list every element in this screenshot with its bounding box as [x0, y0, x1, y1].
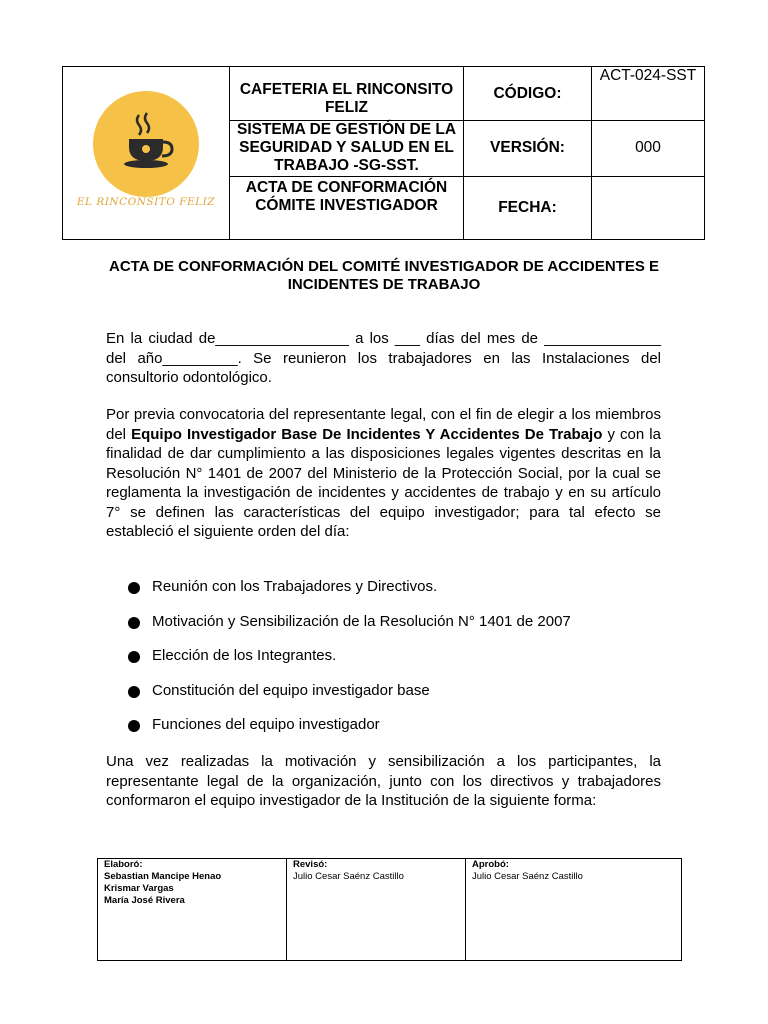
reviso-name: Julio Cesar Saénz Castillo: [293, 871, 404, 882]
team-name: Equipo Investigador Base De Incidentes Y Accidentes De Trabajo: [131, 425, 603, 443]
date-value: [592, 176, 705, 239]
code-value: ACT-024-SST: [592, 67, 705, 121]
aprobo-label: Aprobó:: [472, 859, 509, 870]
agenda-item-text: Constitución del equipo investigador base: [152, 681, 430, 699]
agenda-list: [128, 578, 571, 751]
logo-text: EL RINCONSITO FELIZ: [76, 196, 216, 208]
elaboro-name: Krismar Vargas: [104, 883, 174, 894]
agenda-item-text: Funciones del equipo investigador: [152, 716, 380, 733]
list-item: [128, 716, 571, 751]
reviso-cell: [287, 859, 466, 961]
header-table: [62, 66, 705, 240]
bullet-icon: [128, 582, 140, 594]
list-item: [128, 682, 571, 717]
bullet-icon: [128, 686, 140, 698]
logo: [63, 67, 230, 240]
document-title: ACTA DE CONFORMACIÓN DEL COMITÉ INVESTIGADOR DE ACCIDENTES E INCIDENTES DE TRABAJO: [108, 258, 660, 293]
paragraph-conclusion: Una vez realizadas la motivación y sensibilización a los participantes, la representante legal de la organización, junto con los directivos y trabajadores conformaron el equipo investigador de la Institución de la siguiente forma:: [106, 753, 661, 809]
version-value: 000: [592, 121, 705, 176]
reviso-label: Revisó:: [293, 859, 328, 870]
code-label: CÓDIGO:: [464, 67, 592, 121]
system-name: SISTEMA DE GESTIÓN DE LA SEGURIDAD Y SALUD EN EL TRABAJO -SG-SST.: [230, 121, 464, 176]
elaboro-name: Sebastian Mancipe Henao: [104, 871, 222, 882]
agenda-item-text: Motivación y Sensibilización de la Resolución N° 1401 de 2007: [152, 612, 571, 630]
elaboro-cell: [98, 859, 287, 961]
paragraph-convocation-start: Por previa convocatoria del representante legal, con el fin de elegir a los miembros del: [106, 406, 661, 443]
bullet-icon: [128, 617, 140, 629]
agenda-item-text: Elección de los Integrantes.: [152, 647, 337, 664]
version-label: VERSIÓN:: [464, 121, 592, 176]
elaboro-name: María José Rivera: [104, 895, 185, 906]
date-label: FECHA:: [464, 176, 592, 239]
aprobo-name: Julio Cesar Saénz Castillo: [472, 871, 583, 882]
elaboro-label: Elaboró:: [104, 859, 143, 870]
bullet-icon: [128, 651, 140, 663]
logo-circle: [93, 91, 199, 197]
document-name: ACTA DE CONFORMACIÓN CÓMITE INVESTIGADOR: [230, 176, 464, 239]
paragraph-convocation-end: y con la finalidad de dar cumplimiento a las disposiciones legales vigentes descritas en la Resolución N° 1401 de 2007 del Ministerio de la Protección Social, por la cual se reglamenta la investigación de incidentes y accidentes de trabajo y en su artículo 7° se definen las características del equipo investigador; para tal efecto se estableció el siguiente orden del día:: [106, 425, 661, 540]
list-item: [128, 613, 571, 648]
approval-table: [97, 858, 682, 961]
bullet-icon: [128, 720, 140, 732]
aprobo-cell: [466, 859, 682, 961]
list-item: [128, 647, 571, 682]
paragraph-intro: En la ciudad de________________ a los ___ días del mes de ______________ del año_________. Se reunieron los trabajadores en las Instalaciones del consultorio odontológico.: [106, 330, 661, 386]
list-item: [128, 578, 571, 613]
agenda-item-text: Reunión con los Trabajadores y Directivos.: [152, 578, 438, 595]
paragraph-convocation: [106, 405, 661, 542]
company-name: CAFETERIA EL RINCONSITO FELIZ: [230, 67, 464, 121]
coffee-cup-icon: [115, 111, 177, 173]
